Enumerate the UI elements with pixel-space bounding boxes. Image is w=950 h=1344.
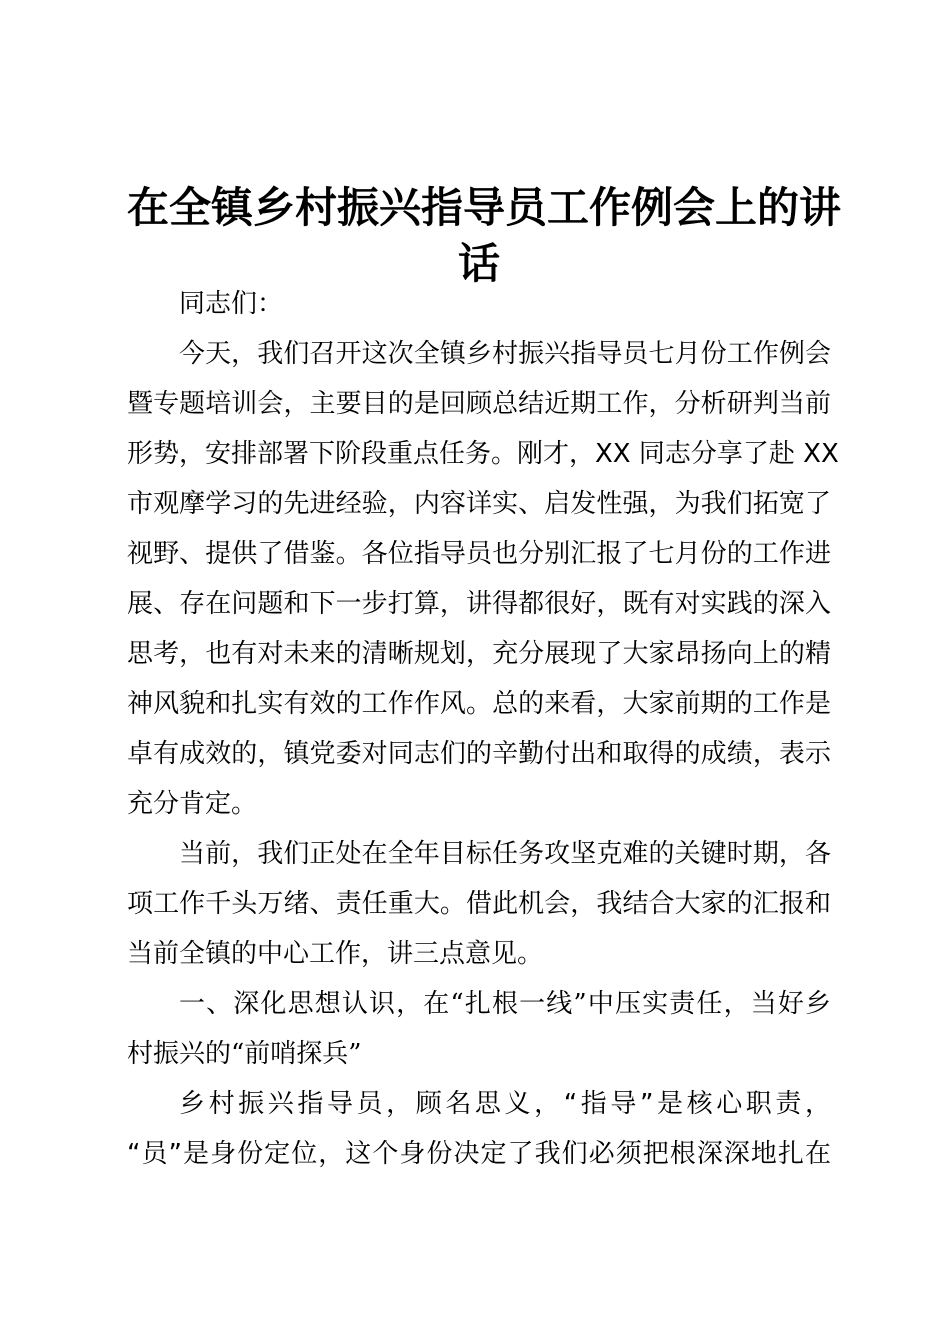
heading-line: 一、深化思想认识，在“扎根一线”中压实责任，当好乡 (179, 989, 831, 1019)
paragraph-line: “员”是身份定位，这个身份决定了我们必须把根深深地扎在 (127, 1139, 831, 1169)
title-line: 在全镇乡村振兴指导员工作例会上的讲 (127, 183, 842, 232)
paragraph-line: 卓有成效的，镇党委对同志们的辛勤付出和取得的成绩，表示 (127, 739, 831, 769)
paragraph-line: 暨专题培训会，主要目的是回顾总结近期工作，分析研判当前 (127, 389, 831, 419)
paragraph-line: 充分肯定。 (127, 789, 258, 819)
salutation-text: 同志们： (179, 289, 284, 319)
paragraph-line: 市观摩学习的先进经验，内容详实、启发性强，为我们拓宽了 (127, 489, 831, 519)
heading-line: 村振兴的“前哨探兵” (127, 1039, 362, 1069)
paragraph-line: 项工作千头万绪、责任重大。借此机会，我结合大家的汇报和 (127, 889, 831, 919)
paragraph-line: 今天，我们召开这次全镇乡村振兴指导员七月份工作例会 (179, 339, 831, 369)
paragraph-line: 乡村振兴指导员，顾名思义，“指导”是核心职责， (179, 1089, 831, 1119)
paragraph-line: 当前全镇的中心工作，讲三点意见。 (127, 939, 544, 969)
document-body (127, 279, 839, 1179)
paragraph-line: 展、存在问题和下一步打算，讲得都很好，既有对实践的深入 (127, 589, 831, 619)
paragraph-section-1 (127, 1079, 831, 1179)
paragraph-opening (127, 329, 839, 829)
section-heading-1 (127, 979, 831, 1079)
paragraph-line: 视野、提供了借鉴。各位指导员也分别汇报了七月份的工作进 (127, 539, 831, 569)
title-line: 话 (457, 239, 500, 288)
paragraph-context (127, 829, 831, 979)
document-title (127, 180, 842, 292)
paragraph-line: 当前，我们正处在全年目标任务攻坚克难的关键时期，各 (179, 839, 831, 869)
salutation (127, 279, 831, 329)
paragraph-line: 形势，安排部署下阶段重点任务。刚才，XX 同志分享了赴 XX (127, 439, 839, 469)
paragraph-line: 神风貌和扎实有效的工作作风。总的来看，大家前期的工作是 (127, 689, 831, 719)
paragraph-line: 思考，也有对未来的清晰规划，充分展现了大家昂扬向上的精 (127, 639, 831, 669)
